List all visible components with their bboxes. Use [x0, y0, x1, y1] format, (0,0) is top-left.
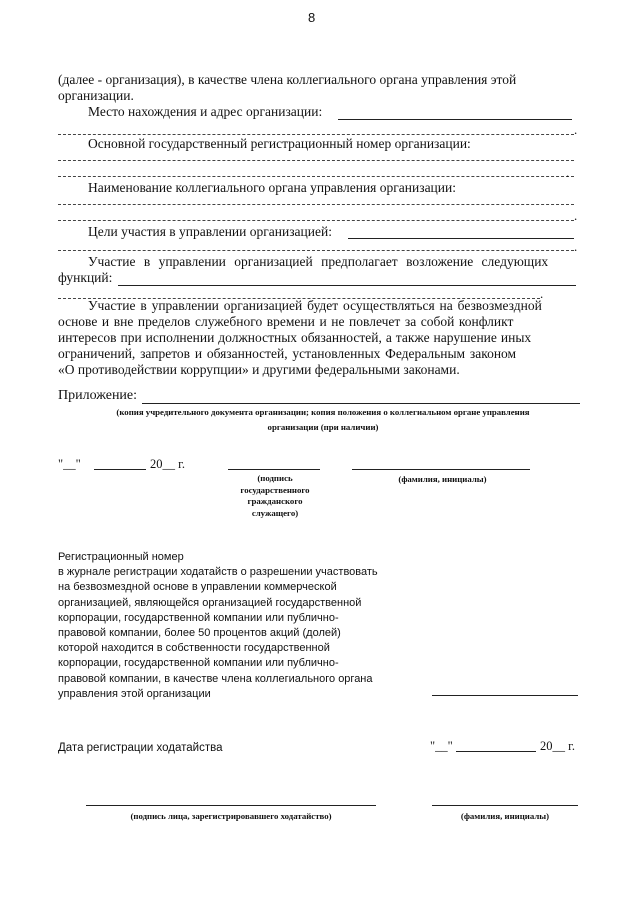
- registration-line: на безвозмездной основе в управлении коммерческой: [58, 581, 337, 594]
- period-mark: .: [574, 239, 578, 254]
- goals-line-2[interactable]: [58, 250, 574, 251]
- ogrn-label: Основной государственный регистрационный номер организации:: [88, 136, 471, 151]
- registrar-signature-caption: (подпись лица, зарегистрировавшего ходатайство): [130, 811, 332, 821]
- goals-label: Цели участия в управлении организацией:: [88, 224, 332, 239]
- registration-date-year: 20__ г.: [540, 739, 575, 753]
- registration-date-quote: "__": [430, 739, 453, 753]
- functions-line-2: функций:: [58, 270, 113, 285]
- intro-line-2: организации.: [58, 88, 134, 103]
- signature-line[interactable]: [228, 469, 320, 470]
- registration-date-label: Дата регистрации ходатайства: [58, 742, 223, 754]
- registration-line: правовой компании, более 50 процентов акций (долей): [58, 627, 341, 640]
- registrar-name-caption: (фамилия, инициалы): [460, 811, 550, 821]
- signature-caption-line: служащего): [251, 507, 299, 518]
- registration-line: управления этой организации: [58, 687, 211, 700]
- attachment-line[interactable]: [142, 403, 580, 404]
- registrar-name-line[interactable]: [432, 805, 578, 806]
- ogrn-line-2[interactable]: [58, 176, 574, 177]
- signature-caption-line: гражданского: [247, 496, 303, 507]
- page-number: 8: [308, 10, 316, 25]
- functions-line-1: Участие в управлении организацией предполагает возложение следующих: [88, 254, 549, 269]
- body-name-label: Наименование коллегиального органа управления организации:: [88, 180, 456, 195]
- period-mark: .: [574, 208, 578, 223]
- conflict-line-2: основе и вне пределов служебного времени и не повлечет за собой конфликт: [58, 314, 514, 329]
- body-name-line-2[interactable]: [58, 220, 574, 221]
- ogrn-line-1[interactable]: [58, 160, 574, 161]
- signature-caption: [210, 473, 340, 519]
- registration-line: корпорации, государственной компании или публично-: [58, 657, 339, 670]
- address-label: Место нахождения и адрес организации:: [88, 104, 323, 119]
- registration-text: [58, 550, 378, 702]
- functions-line-a[interactable]: [118, 285, 576, 286]
- registration-line: которой находится в собственности государственной: [58, 642, 330, 655]
- registration-line: организацией, являющейся организацией государственной: [58, 596, 362, 609]
- signature-caption-line: государственного: [240, 484, 310, 495]
- name-line[interactable]: [352, 469, 530, 470]
- conflict-line-4: ограничений, запретов и обязанностей, установленных Федеральным законом: [58, 346, 517, 361]
- period-mark: .: [566, 165, 570, 180]
- conflict-line-3: интересов при исполнении должностных обязанностей, а также нарушение иных: [58, 330, 532, 345]
- registration-line: правовой компании, в качестве члена коллегиального органа: [58, 672, 373, 685]
- date-year: 20__ г.: [150, 457, 185, 471]
- registration-date-month-line[interactable]: [456, 751, 536, 752]
- attachment-label: Приложение:: [58, 388, 138, 403]
- intro-line-1: (далее - организация), в качестве члена коллегиального органа управления этой: [58, 72, 517, 87]
- address-line-1[interactable]: [338, 119, 572, 120]
- attachment-note-line-2: организации (при наличии): [267, 422, 379, 432]
- registration-line: в журнале регистрации ходатайств о разрешении участвовать: [58, 566, 378, 579]
- goals-line-1[interactable]: [348, 238, 574, 239]
- date-quote: "__": [58, 457, 81, 471]
- address-line-2[interactable]: [58, 134, 574, 135]
- body-name-line-1[interactable]: [58, 204, 574, 205]
- period-mark: .: [574, 122, 578, 137]
- conflict-line-5: «О противодействии коррупции» и другими федеральными законами.: [58, 362, 460, 377]
- conflict-line-1: Участие в управлении организацией будет осуществляться на безвозмездной: [88, 298, 542, 313]
- date-month-line[interactable]: [94, 469, 146, 470]
- signature-caption-line: (подпись: [257, 473, 293, 483]
- registration-line: корпорации, государственной компании или публично-: [58, 611, 339, 624]
- name-caption: (фамилия, инициалы): [398, 474, 487, 484]
- period-mark: .: [540, 286, 544, 301]
- registrar-signature-line[interactable]: [86, 805, 376, 806]
- attachment-note-line-1: (копия учредительного документа организации; копия положения о коллегиальном органе управления: [116, 407, 530, 417]
- registration-line: Регистрационный номер: [58, 551, 184, 563]
- registration-number-line[interactable]: [432, 695, 578, 696]
